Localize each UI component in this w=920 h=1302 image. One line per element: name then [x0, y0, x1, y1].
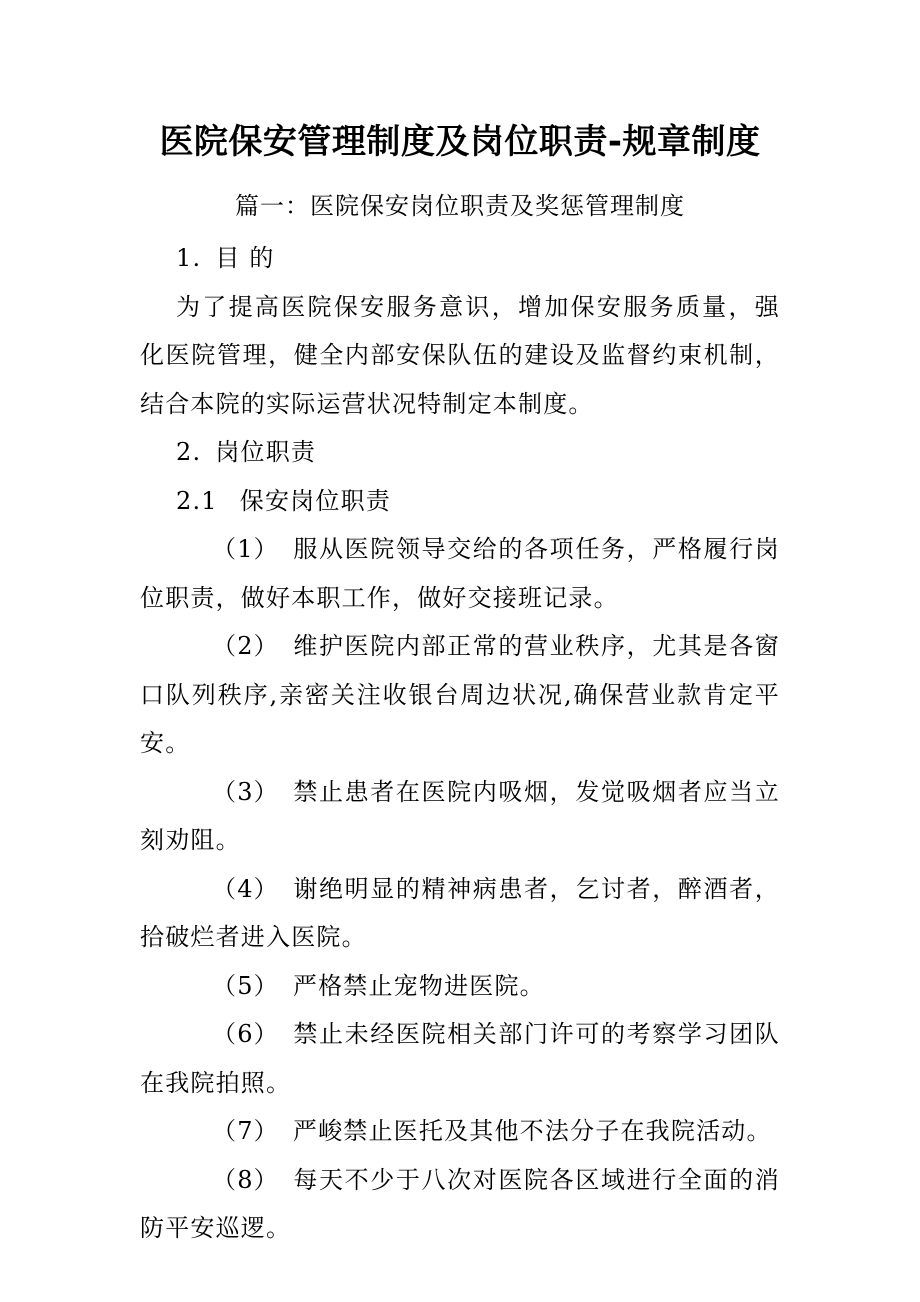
duty-number: （2） — [212, 632, 279, 660]
section-label: 岗位职责 — [215, 438, 317, 466]
section-number: 2. — [176, 438, 202, 466]
duty-number: （7） — [212, 1117, 279, 1145]
section-heading-duties — [140, 428, 780, 477]
document-subtitle: 篇一：医院保安岗位职责及奖惩管理制度 — [235, 192, 685, 220]
subsection-heading-guard-duties — [140, 477, 780, 526]
duty-number: （8） — [212, 1165, 279, 1194]
purpose-paragraph: 为了提高医院保安服务意识，增加保安服务质量，强化医院管理，健全内部安保队伍的建设及监督约束机制，结合本院的实际运营状况特制定本制度。 — [140, 292, 780, 418]
section-heading-purpose — [140, 234, 780, 283]
duty-number: （3） — [212, 777, 279, 806]
duty-text: 谢绝明显的精神病患者，乞讨者，醉酒者，拾破烂者进入医院。 — [140, 874, 780, 951]
section-number: 1. — [176, 244, 202, 272]
duty-text: 禁止未经医院相关部门许可的考察学习团队在我院拍照。 — [140, 1020, 780, 1097]
duty-text: 每天不少于八次对医院各区域进行全面的消防平安巡逻。 — [140, 1165, 780, 1242]
duty-item — [140, 962, 780, 1011]
duty-item — [140, 1156, 780, 1253]
duty-number: （6） — [212, 1020, 279, 1048]
duty-number: （1） — [212, 535, 279, 563]
duty-number: （4） — [212, 874, 279, 903]
section-label: 目 的 — [215, 244, 275, 272]
subsection-number: 2.1 — [176, 486, 218, 515]
duty-text: 禁止患者在医院内吸烟，发觉吸烟者应当立刻劝阻。 — [140, 777, 780, 854]
duty-text: 维护医院内部正常的营业秩序，尤其是各窗口队列秩序,亲密关注收银台周边状况,确保营业款肯定平安。 — [140, 632, 780, 757]
duty-item — [140, 1107, 780, 1156]
duty-item — [140, 622, 780, 768]
duty-text: 服从医院领导交给的各项任务，严格履行岗位职责，做好本职工作，做好交接班记录。 — [140, 535, 780, 612]
duty-item — [140, 525, 780, 622]
duty-text: 严峻禁止医托及其他不法分子在我院活动。 — [292, 1117, 772, 1145]
duty-text: 严格禁止宠物进医院。 — [292, 971, 545, 1000]
duty-number: （5） — [212, 971, 279, 1000]
subsection-label: 保安岗位职责 — [239, 486, 391, 515]
document-body — [140, 234, 780, 1253]
duty-item — [140, 1010, 780, 1107]
duty-item — [140, 768, 780, 865]
duty-item — [140, 865, 780, 962]
document-title: 医院保安管理制度及岗位职责-规章制度 — [159, 122, 761, 162]
